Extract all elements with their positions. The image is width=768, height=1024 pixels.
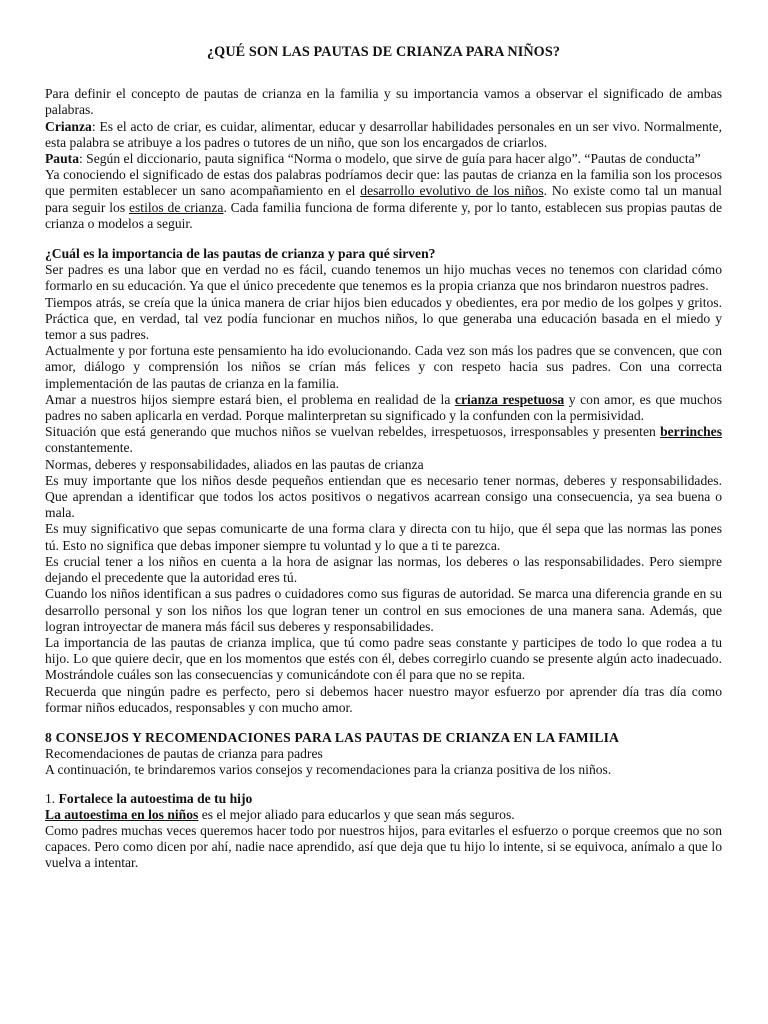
subheading-recomendaciones: Recomendaciones de pautas de crianza para padres xyxy=(45,746,323,762)
subheading-normas: Normas, deberes y responsabilidades, aliados en las pautas de crianza xyxy=(45,456,424,472)
amar-text-1: Amar a nuestros hijos siempre estará bien, el problema en realidad de la xyxy=(45,391,455,407)
situacion-text-1: Situación que está generando que muchos niños se vuelvan rebeldes, irrespetuosos, irresponsables y presenten xyxy=(45,424,661,440)
paragraph-ser-padres: Ser padres es una labor que en verdad no es fácil, cuando tenemos un hijo muchas veces no tenemos con claridad cómo formarlo en su educación. Ya que el único precedente que tenemos es la propia crianza que nos brindaron nuestros padres. xyxy=(45,262,722,294)
paragraph-situacion xyxy=(45,424,722,456)
pauta-term: Pauta xyxy=(45,151,79,167)
paragraph-cuando: Cuando los niños identifican a sus padres o cuidadores como sus figuras de autoridad. Se marca una diferencia grande en su desarrollo personal y son los niños los que logran tener un control en sus emociones de una manera sana. Además, que logran introyectar de manera más fácil sus deberes y responsabilidades. xyxy=(45,586,722,634)
intro-text: Para definir el concepto de pautas de crianza en la familia y su importancia vamos a observar el significado de ambas palabras. xyxy=(45,86,722,118)
item-number: 1. xyxy=(45,790,59,806)
list-item-1-title xyxy=(45,791,722,807)
conclusion-text-2: . No existe como tal un manual para seguir los xyxy=(45,183,722,215)
crianza-definition-text: : Es el acto de criar, es cuidar, alimentar, educar y desarrollar habilidades personales en un ser vivo. Normalmente, esta palabra se atribuye a los padres o tutores de un niño, que son los encargados de criarlos. xyxy=(45,118,722,150)
paragraph-como-padres: Como padres muchas veces queremos hacer todo por nuestros hijos, para evitarles el esfuerzo o porque creemos que no son capaces. Pero como dicen por ahí, nadie nace aprendido, así que deja que tu hijo lo intente, si se equivoca, anímalo a que lo vuelva a intentar. xyxy=(45,822,722,871)
paragraph-crucial: Es crucial tener a los niños en cuenta a la hora de asignar las normas, los deberes o las responsabilidades. Pero siempre dejando el precedente que la autoridad eres tú. xyxy=(45,553,722,586)
heading-importancia: ¿Cuál es la importancia de las pautas de crianza y para qué sirven? xyxy=(45,246,436,262)
crianza-definition xyxy=(45,119,722,151)
amar-text-2: y con amor, es que muchos padres no saben aplicarla en verdad. Porque malinterpretan su significado y la confunden con la permisividad. xyxy=(45,391,723,424)
link-desarrollo-evolutivo[interactable]: desarrollo evolutivo de los niños xyxy=(360,183,544,199)
paragraph-muy-importante: Es muy importante que los niños desde pequeños entiendan que es necesario tener normas, deberes y responsabilidades. Que aprendan a identificar que todos los actos positivos o negativos acarrean consigo una consecuencia, ya sea buena o mala. xyxy=(45,472,722,521)
conclusion-text-3: . Cada familia funciona de forma diferente y, por lo tanto, establecen sus propias pautas de crianza o modelos a seguir. xyxy=(45,199,722,231)
paragraph-la-importancia: La importancia de las pautas de crianza implica, que tú como padre seas constante y participes de todo lo que rodea a tu hijo. Lo que quiere decir, que en los momentos que estés con él, debes corregirlo cuando se presente algún acto inadecuado. Mostrándole cuáles son las consecuencias y comunicándote con él para que no se repita. xyxy=(45,634,722,683)
item-title: Fortalece la autoestima de tu hijo xyxy=(58,790,253,806)
crianza-term: Crianza xyxy=(45,118,92,134)
intro-paragraph xyxy=(45,86,722,118)
autoestima-text: es el mejor aliado para educarlos y que sean más seguros. xyxy=(198,806,515,822)
link-estilos-crianza[interactable]: estilos de crianza xyxy=(128,199,224,215)
heading-consejos: 8 CONSEJOS Y RECOMENDACIONES PARA LAS PAUTAS DE CRIANZA EN LA FAMILIA xyxy=(45,729,620,745)
document-content xyxy=(45,44,722,872)
paragraph-recuerda: Recuerda que ningún padre es perfecto, pero si debemos hacer nuestro mayor esfuerzo por aprender día tras día como formar niños educados, responsables y con mucho amor. xyxy=(45,683,722,715)
paragraph-autoestima xyxy=(45,807,722,823)
pauta-definition xyxy=(45,151,722,167)
paragraph-actualmente: Actualmente y por fortuna este pensamiento ha ido evolucionando. Cada vez son más los padres que se convencen, que con amor, diálogo y comprensión los niños se crían más felices y con respeto hacia sus padres. Con una correcta implementación de las pautas de crianza en la familia. xyxy=(45,343,722,391)
conclusion-paragraph xyxy=(45,167,722,232)
link-crianza-respetuosa[interactable]: crianza respetuosa xyxy=(454,391,565,407)
link-autoestima-ninos[interactable]: La autoestima en los niños xyxy=(45,806,199,822)
situacion-text-2: constantemente. xyxy=(45,440,133,456)
link-berrinches[interactable]: berrinches xyxy=(660,424,722,440)
paragraph-significativo: Es muy significativo que sepas comunicarte de una forma clara y directa con tu hijo, que él sepa que las normas las pones tú. Esto no significa que debas imponer siempre tu voluntad y lo que a ti te parezca. xyxy=(45,521,722,553)
paragraph-continuacion: A continuación, te brindaremos varios consejos y recomendaciones para la crianza positiva de los niños. xyxy=(45,762,612,778)
conclusion-text-1: Ya conociendo el significado de estas dos palabras podríamos decir que: las pautas de crianza en la familia son los procesos que permiten establecer un sano acompañamiento en el xyxy=(45,167,722,199)
paragraph-amar xyxy=(45,392,722,424)
pauta-definition-text: : Según el diccionario, pauta significa “Norma o modelo, que sirve de guía para hacer algo”. “Pautas de conducta” xyxy=(78,151,701,167)
paragraph-tiempos: Tiempos atrás, se creía que la única manera de criar hijos bien educados y obedientes, era por medio de los golpes y gritos. Práctica que, en verdad, tal vez podía funcionar en muchos niños, lo que generaba una educación basada en el miedo y temor a sus padres. xyxy=(45,294,722,343)
page-title: ¿QUÉ SON LAS PAUTAS DE CRIANZA PARA NIÑOS? xyxy=(206,44,561,60)
